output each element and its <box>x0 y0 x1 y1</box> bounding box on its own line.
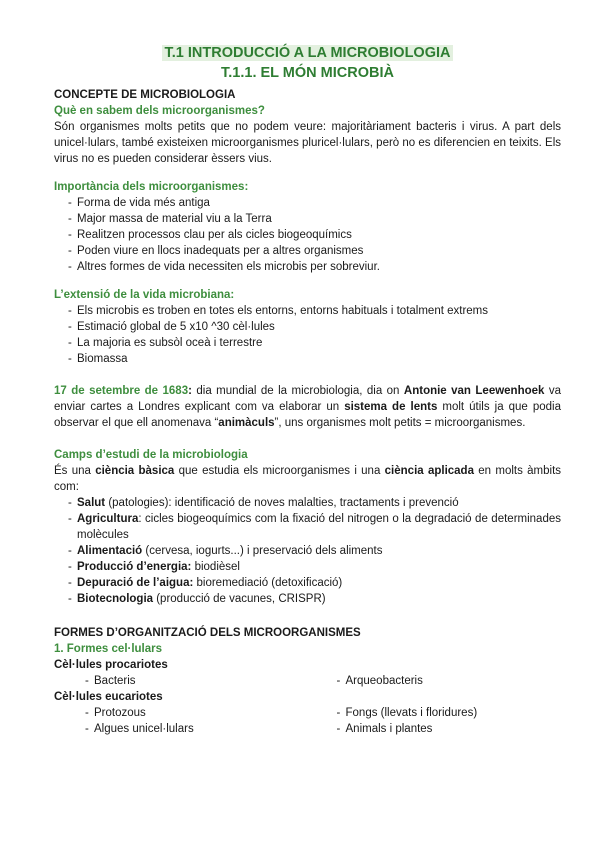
list-item: - Bacteris <box>85 673 308 689</box>
eukaryotes-columns <box>54 705 561 737</box>
list-item: - Algues unicel·lulars <box>85 721 308 737</box>
list-item: - Protozous <box>85 705 308 721</box>
question-paragraph: Són organismes molts petits que no podem veure: majoritàriament bacteris i virus. A part dels unicel·lulars, també existeixen microorganismes pluricel·lulars, però no es diferencien en teixits. Els virus no es pueden considerar èssers vius. <box>54 121 561 165</box>
list-item: - Alimentació (cervesa, iogurts...) i preservació dels aliments <box>68 543 561 559</box>
section-heading-forms: FORMES D’ORGANITZACIÓ DELS MICROORGANISMES <box>54 627 361 639</box>
page-subtitle: T.1.1. EL MÓN MICROBIÀ <box>221 65 394 81</box>
fields-heading: Camps d’estudi de la microbiologia <box>54 449 248 461</box>
list-item: - Depuració de l’aigua: bioremediació (detoxificació) <box>68 575 561 591</box>
extent-list <box>54 303 561 367</box>
question-heading: Què en sabem dels microorganismes? <box>54 105 265 117</box>
page-title: T.1 INTRODUCCIÓ A LA MICROBIOLOGIA <box>54 44 561 63</box>
list-item: - Agricultura: cicles biogeoquímics com la fixació del nitrogen o la degradació de determinades molècules <box>68 511 561 543</box>
list-item: - Producció d’energia: biodièsel <box>68 559 561 575</box>
list-item: - Realitzen processos clau per als cicles biogeoquímics <box>68 227 561 243</box>
list-item: - Altres formes de vida necessiten els microbis per sobreviur. <box>68 259 561 275</box>
list-item: - Biomassa <box>68 351 561 367</box>
cellular-forms-heading: 1. Formes cel·lulars <box>54 643 163 655</box>
prokaryotes-label: Cèl·lules procariotes <box>54 659 168 671</box>
list-item: - Animals i plantes <box>337 721 562 737</box>
list-item: - Forma de vida més antiga <box>68 195 561 211</box>
importance-heading: Importància dels microorganismes: <box>54 181 249 193</box>
prokaryotes-columns <box>54 673 561 689</box>
list-item: - Estimació global de 5 x10 ^30 cèl·lules <box>68 319 561 335</box>
list-item: - Fongs (llevats i floridures) <box>337 705 562 721</box>
importance-list <box>54 195 561 275</box>
extent-heading: L’extensió de la vida microbiana: <box>54 289 235 301</box>
history-date: 17 de setembre de 1683 <box>54 385 189 397</box>
list-item: - Salut (patologies): identificació de noves malalties, tractaments i prevenció <box>68 495 561 511</box>
fields-list <box>54 495 561 607</box>
list-item: - Arqueobacteris <box>337 673 562 689</box>
list-item: - La majoria es subsòl oceà i terrestre <box>68 335 561 351</box>
list-item: - Els microbis es troben en totes els entorns, entorns habituals i totalment extrems <box>68 303 561 319</box>
document-page <box>54 44 561 737</box>
fields-intro: És una ciència bàsica que estudia els microorganismes i una ciència aplicada en molts àmbits com: <box>54 465 562 493</box>
history-paragraph: 17 de setembre de 1683: dia mundial de la microbiologia, dia on Antonie van Leewenhoek va enviar cartes a Londres explicant com va elaborar un sistema de lents molt útils ja que podia observar el que ell anomenava “animàculs”, uns organismes molt petits = microorganismes. <box>54 385 562 429</box>
list-item: - Biotecnologia (producció de vacunes, CRISPR) <box>68 591 561 607</box>
list-item: - Poden viure en llocs inadequats per a altres organismes <box>68 243 561 259</box>
person-name: Antonie van Leewenhoek <box>403 385 545 397</box>
section-heading-concept: CONCEPTE DE MICROBIOLOGIA <box>54 89 236 101</box>
eukaryotes-label: Cèl·lules eucariotes <box>54 691 163 703</box>
list-item: - Major massa de material viu a la Terra <box>68 211 561 227</box>
